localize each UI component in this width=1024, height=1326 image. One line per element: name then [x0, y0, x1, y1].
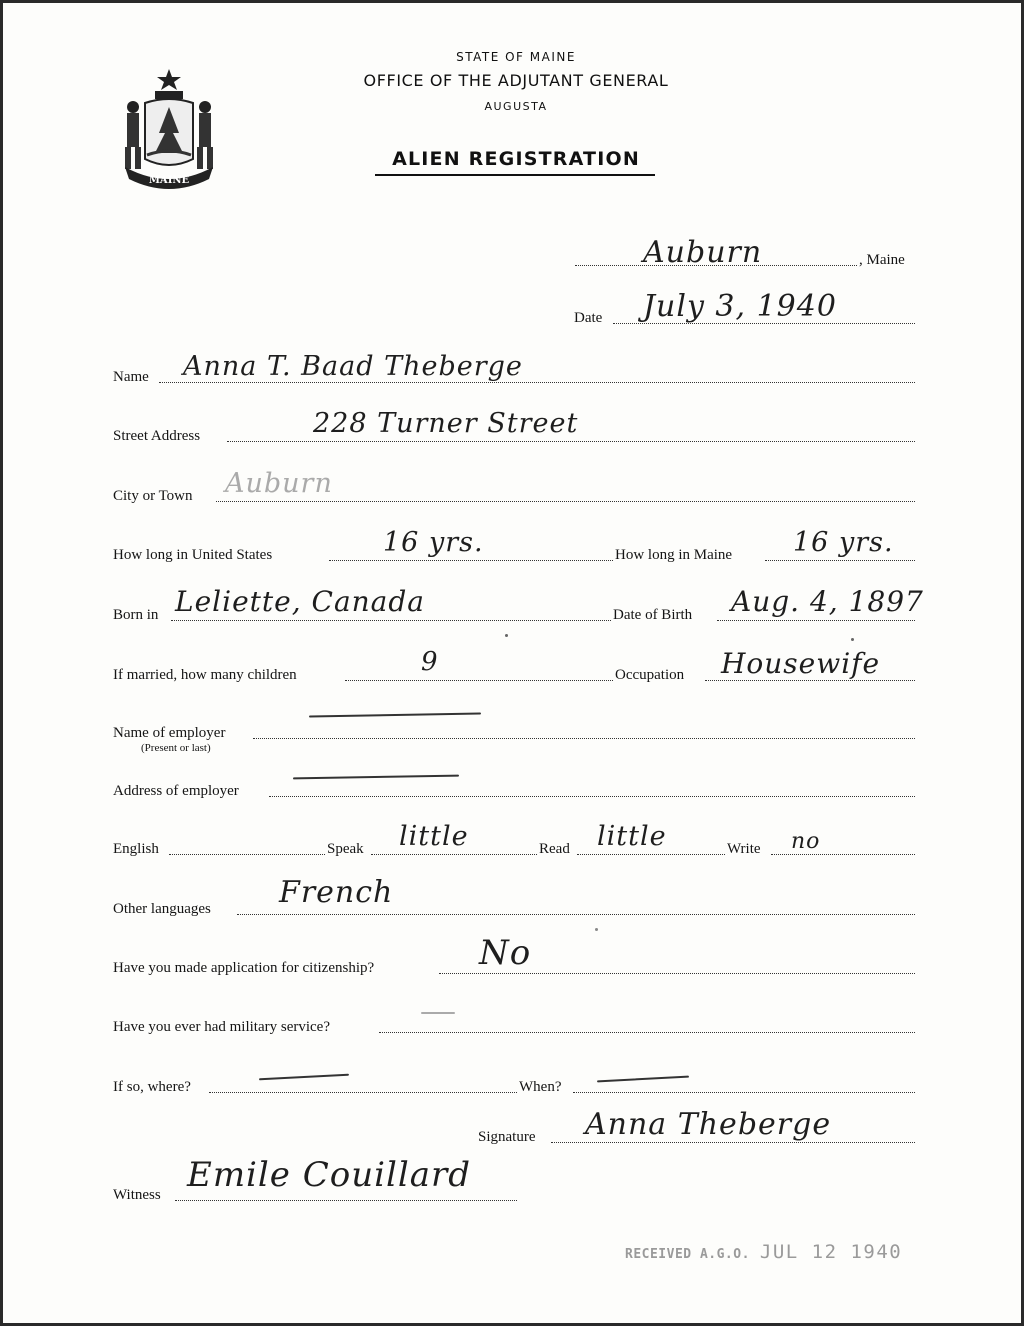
where-label: If so, where? — [113, 1079, 191, 1095]
title-underline — [375, 174, 655, 176]
write-value: no — [791, 829, 821, 854]
when-dash-mark — [597, 1076, 689, 1083]
employer-line — [253, 738, 915, 739]
born-label: Born in — [113, 607, 159, 623]
signature-line — [551, 1142, 915, 1143]
how-long-me-line — [765, 560, 915, 561]
occupation-value: Housewife — [721, 647, 881, 680]
employer-dash-mark — [309, 712, 481, 717]
born-value: Leliette, Canada — [175, 585, 425, 618]
registration-form — [3, 3, 1021, 1323]
employer-label: Name of employer — [113, 725, 226, 741]
street-label: Street Address — [113, 428, 201, 444]
dob-line — [717, 620, 915, 621]
citizenship-value: No — [479, 933, 532, 973]
occupation-label: Occupation — [615, 667, 685, 683]
english-line — [169, 854, 325, 855]
when-label: When? — [519, 1079, 562, 1095]
when-line — [573, 1092, 915, 1093]
city-heading: AUGUSTA — [484, 100, 548, 113]
witness-value: Emile Couillard — [187, 1155, 472, 1195]
dob-label: Date of Birth — [613, 607, 693, 623]
office-heading: OFFICE OF THE ADJUTANT GENERAL — [363, 71, 669, 90]
seal-banner-text: MAINE — [148, 175, 190, 186]
employer-address-dash-mark — [293, 775, 459, 780]
employer-address-line — [269, 796, 915, 797]
where-dash-mark — [259, 1074, 349, 1081]
children-value: 9 — [421, 647, 439, 677]
citizenship-line — [439, 973, 915, 974]
read-line — [577, 854, 725, 855]
street-line — [227, 441, 915, 442]
how-long-me-value: 16 yrs. — [793, 527, 894, 558]
how-long-me-label: How long in Maine — [615, 547, 733, 563]
employer-sublabel: (Present or last) — [141, 742, 211, 754]
how-long-us-line — [329, 560, 613, 561]
name-label: Name — [113, 369, 149, 385]
witness-label: Witness — [113, 1187, 161, 1203]
ink-speck — [505, 634, 508, 637]
signature-value: Anna Theberge — [585, 1107, 832, 1142]
dob-value: Aug. 4, 1897 — [731, 585, 924, 618]
other-languages-line — [237, 914, 915, 915]
military-label: Have you ever had military service? — [113, 1019, 330, 1035]
signature-label: Signature — [478, 1129, 536, 1145]
employer-address-label: Address of employer — [113, 783, 239, 799]
born-line — [171, 620, 611, 621]
military-line — [379, 1032, 915, 1033]
ink-speck — [851, 638, 854, 641]
maine-state-seal — [111, 63, 227, 191]
children-label: If married, how many children — [113, 667, 297, 683]
state-heading: STATE OF MAINE — [456, 50, 576, 64]
city-line — [216, 501, 915, 502]
name-line — [159, 382, 915, 383]
form-title: ALIEN REGISTRATION — [392, 148, 640, 170]
date-label: Date — [574, 310, 603, 326]
received-stamp — [625, 1241, 902, 1263]
other-languages-label: Other languages — [113, 901, 211, 917]
read-label: Read — [539, 841, 570, 857]
military-dash-mark — [421, 1012, 455, 1014]
maine-label: , Maine — [859, 252, 905, 268]
city-label: City or Town — [113, 488, 193, 504]
street-value: 228 Turner Street — [313, 408, 579, 439]
town-value: Auburn — [643, 235, 763, 270]
received-stamp-text: RECEIVED A.G.O. — [625, 1247, 750, 1262]
name-value: Anna T. Baad Theberge — [183, 351, 523, 382]
received-stamp-date: JUL 12 1940 — [759, 1241, 903, 1263]
english-label: English — [113, 841, 159, 857]
where-line — [209, 1092, 517, 1093]
date-value: July 3, 1940 — [643, 289, 837, 324]
children-line — [345, 680, 613, 681]
how-long-us-label: How long in United States — [113, 547, 273, 563]
how-long-us-value: 16 yrs. — [383, 527, 484, 558]
witness-line — [175, 1200, 517, 1201]
write-line — [771, 854, 915, 855]
citizenship-label: Have you made application for citizenship? — [113, 960, 375, 976]
ink-speck — [595, 928, 598, 931]
speak-value: little — [399, 821, 469, 852]
read-value: little — [597, 821, 667, 852]
speak-label: Speak — [327, 841, 364, 857]
other-languages-value: French — [279, 875, 394, 910]
city-value: Auburn — [225, 468, 333, 499]
speak-line — [371, 854, 537, 855]
write-label: Write — [727, 841, 761, 857]
occupation-line — [705, 680, 915, 681]
